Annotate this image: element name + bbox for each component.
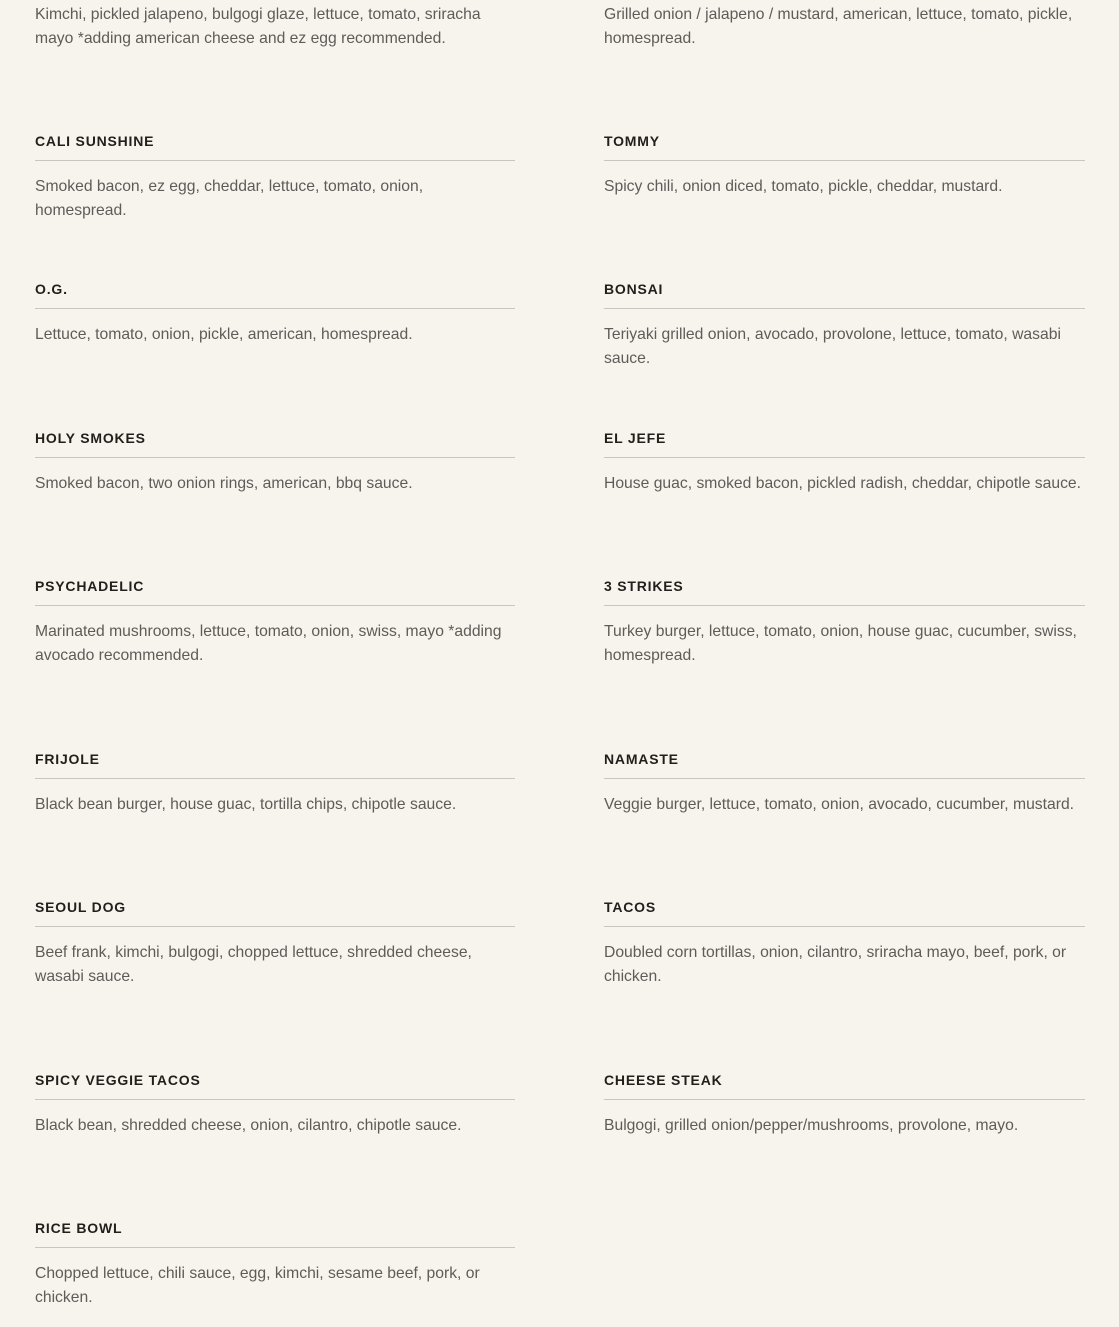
menu-item-description: Chopped lettuce, chili sauce, egg, kimchi, sesame beef, pork, or chicken. [35, 1265, 480, 1306]
menu-item-bonsai [604, 282, 1085, 431]
menu-item-description: Bulgogi, grilled onion/pepper/mushrooms, provolone, mayo. [604, 1117, 1019, 1134]
menu-item-description: Smoked bacon, ez egg, cheddar, lettuce, tomato, onion, homespread. [35, 178, 424, 219]
menu-item-title: EL JEFE [604, 431, 667, 446]
menu-item-rice-bowl [35, 1221, 515, 1310]
menu-item-divider [604, 605, 1085, 606]
menu-item-og [35, 282, 515, 431]
menu-item-divider [604, 1099, 1085, 1100]
menu-item-divider [604, 457, 1085, 458]
menu-item-title: TOMMY [604, 134, 660, 149]
menu-item-divider [604, 308, 1085, 309]
menu-item-spicy-veggie-tacos [35, 1073, 515, 1221]
menu-item-description: Smoked bacon, two onion rings, american, bbq sauce. [35, 475, 413, 492]
menu-item-divider [35, 926, 515, 927]
menu-item-title: TACOS [604, 900, 656, 915]
menu-item-title: RICE BOWL [35, 1221, 123, 1236]
menu-item-divider [35, 308, 515, 309]
menu-item-description: Spicy chili, onion diced, tomato, pickle, cheddar, mustard. [604, 178, 1003, 195]
menu-item-seoul-dog [35, 900, 515, 1073]
menu-item-description: Lettuce, tomato, onion, pickle, american, homespread. [35, 326, 413, 343]
menu-item-divider [35, 778, 515, 779]
menu-item-divider [604, 926, 1085, 927]
menu-item-title: NAMASTE [604, 752, 679, 767]
menu-item-title: CHEESE STEAK [604, 1073, 723, 1088]
menu-item-description: Teriyaki grilled onion, avocado, provolone, lettuce, tomato, wasabi sauce. [604, 326, 1061, 367]
menu-item-description: Veggie burger, lettuce, tomato, onion, avocado, cucumber, mustard. [604, 796, 1075, 813]
menu-item-description: House guac, smoked bacon, pickled radish, cheddar, chipotle sauce. [604, 475, 1082, 492]
menu-item-3-strikes [604, 579, 1085, 752]
menu-item-empty-cell [604, 1221, 1085, 1310]
menu-item-description: Doubled corn tortillas, onion, cilantro, sriracha mayo, beef, pork, or chicken. [604, 944, 1067, 985]
menu-item-holy-smokes [35, 431, 515, 579]
menu-item-description: Black bean burger, house guac, tortilla chips, chipotle sauce. [35, 796, 457, 813]
menu-item-divider [35, 605, 515, 606]
menu-item-divider [604, 160, 1085, 161]
menu-item-divider [35, 160, 515, 161]
menu-item-partial-right [604, 0, 1085, 134]
menu-item-title: 3 STRIKES [604, 579, 684, 594]
menu-item-title: SPICY VEGGIE TACOS [35, 1073, 201, 1088]
menu-item-frijole [35, 752, 515, 900]
menu-item-title: PSYCHADELIC [35, 579, 145, 594]
menu-item-cali-sunshine [35, 134, 515, 282]
menu-item-title: FRIJOLE [35, 752, 100, 767]
menu-item-partial-left [35, 0, 515, 134]
menu-item-tacos [604, 900, 1085, 1073]
menu-item-title: SEOUL DOG [35, 900, 126, 915]
menu-item-tommy [604, 134, 1085, 282]
menu-item-title: O.G. [35, 282, 68, 297]
menu-item-description: Grilled onion / jalapeno / mustard, american, lettuce, tomato, pickle, homespread. [604, 6, 1073, 47]
menu-item-divider [35, 1247, 515, 1248]
menu-item-divider [35, 457, 515, 458]
menu-item-divider [35, 1099, 515, 1100]
menu-item-psychadelic [35, 579, 515, 752]
menu-item-title: CALI SUNSHINE [35, 134, 155, 149]
menu-item-title: BONSAI [604, 282, 664, 297]
menu-item-description: Beef frank, kimchi, bulgogi, chopped lettuce, shredded cheese, wasabi sauce. [35, 944, 472, 985]
menu-item-el-jefe [604, 431, 1085, 579]
menu-item-description: Turkey burger, lettuce, tomato, onion, house guac, cucumber, swiss, homespread. [604, 623, 1077, 664]
menu-item-title: HOLY SMOKES [35, 431, 146, 446]
menu-item-description: Kimchi, pickled jalapeno, bulgogi glaze, lettuce, tomato, sriracha mayo *adding american cheese and ez egg recommended. [35, 6, 481, 47]
menu-item-description: Black bean, shredded cheese, onion, cilantro, chipotle sauce. [35, 1117, 462, 1134]
menu-item-namaste [604, 752, 1085, 900]
menu-item-description: Marinated mushrooms, lettuce, tomato, onion, swiss, mayo *adding avocado recommended. [35, 623, 502, 664]
menu-item-cheese-steak [604, 1073, 1085, 1221]
menu-item-divider [604, 778, 1085, 779]
